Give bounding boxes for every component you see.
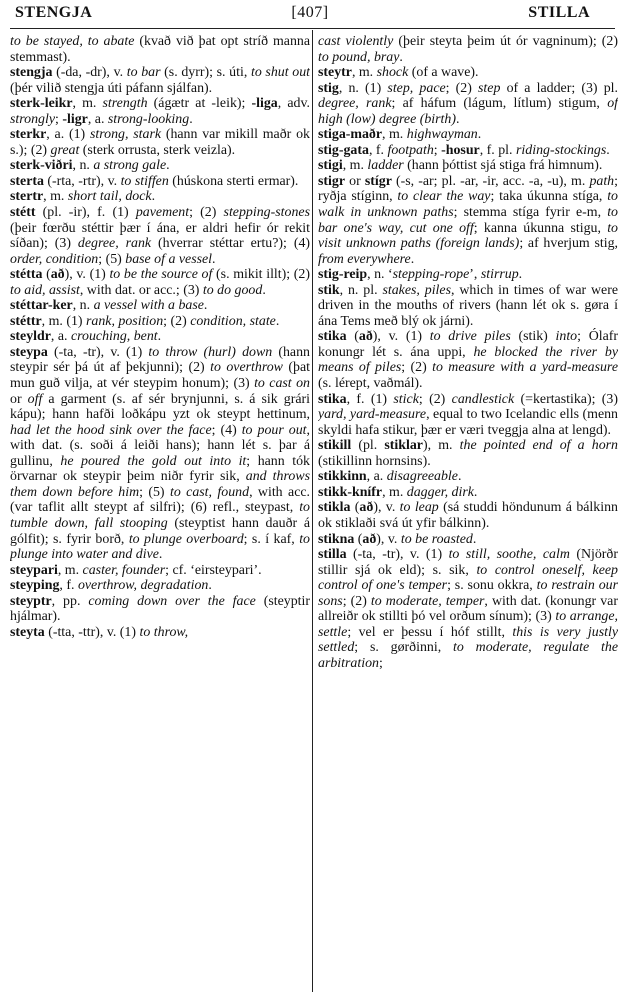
dictionary-entry: stétt (pl. -ir), f. (1) pavement; (2) stepping-stones (þeir fœrðu stéttir þær í ána, er aldri hefir ór rekit síðan); (3) degree, rank (hverrar stéttar ertu?); (4) order, condition; (5) base of a vessel. (10, 205, 310, 267)
dictionary-entry: stika, f. (1) stick; (2) candlestick (=kertastika); (3) yard, yard-measure, equal to two Icelandic ells (menn skyldi hafa stikur, þær er væri tveggja alna at lengd). (318, 391, 618, 438)
dictionary-entry: stig-gata, f. footpath; -hosur, f. pl. riding-stockings. (318, 142, 610, 158)
dictionary-entry: stertr, m. short tail, dock. (10, 189, 156, 205)
dictionary-entry: steyta (-tta, -ttr), v. (1) to throw, (10, 624, 189, 640)
dictionary-entry: stikill (pl. stiklar), m. the pointed end of a horn (stikillinn hornsins). (318, 438, 618, 469)
running-head-right: STILLA (528, 4, 590, 21)
dictionary-entry: stilla (-ta, -tr), v. (1) to still, soothe, calm (Njörðr stillir sjá ok eld); s. sik, to control oneself, keep control of one's temper; s. sonu okkra, to restrain our sons; (2) to moderate, temper, with dat. (konungr var allreiðr ok stillti þó vel orðum sínum); (3) to arrange, settle; vel er þessu í hóf stillt, this is very justly settled; s. gørðinni, to moderate, regulate the arbitration; (318, 547, 618, 671)
header-rule (10, 28, 615, 29)
dictionary-entry: stiga-maðr, m. highwayman. (318, 127, 482, 143)
dictionary-entry: steyptr, pp. coming down over the face (steyptir hjálmar). (10, 593, 310, 625)
page-number: [407] (291, 4, 329, 21)
running-head-left: STENGJA (15, 4, 93, 21)
dictionary-entry: cast violently (þeir steyta þeim út ór vagninum); (2) to pound, bray. (318, 34, 618, 65)
dictionary-entry: stétta (að), v. (1) to be the source of (s. mikit illt); (2) to aid, assist, with dat. or acc.; (3) to do good. (10, 267, 310, 298)
dictionary-entry: steypari, m. caster, founder; cf. ‘eirsteypari’. (10, 562, 262, 578)
dictionary-entry: stengja (-da, -dr), v. to bar (s. dyrr); s. úti, to shut out (þér vilið stengja úti páfann sjálfan). (10, 65, 310, 96)
dictionary-entry: sterkr, a. (1) strong, stark (hann var mikill maðr ok s.); (2) great (sterk orrusta, sterk veizla). (10, 127, 310, 158)
dictionary-entry: steytr, m. shock (of a wave). (318, 65, 479, 81)
dictionary-entry: stéttar-ker, n. a vessel with a base. (10, 298, 208, 314)
dictionary-entry: steyldr, a. crouching, bent. (10, 329, 162, 345)
dictionary-entry: stéttr, m. (1) rank, position; (2) condition, state. (10, 313, 280, 329)
left-column (10, 34, 310, 992)
dictionary-entry: to be stayed, to abate (kvað við þat opt stríð manna stemmast). (10, 34, 310, 65)
dictionary-entry: stikk-knífr, m. dagger, dirk. (318, 484, 478, 500)
right-column (318, 34, 618, 992)
dictionary-entry: stikla (að), v. to leap (sá studdi höndunum á bálkinn ok stiklaði svá út yfir bálkinn). (318, 500, 618, 531)
dictionary-entry: sterta (-rta, -rtr), v. to stiffen (húskona sterti ermar). (10, 173, 299, 189)
dictionary-entry: stig-reip, n. ‘stepping-rope’, stirrup. (318, 267, 523, 283)
dictionary-entry: stig, n. (1) step, pace; (2) step of a ladder; (3) pl. degree, rank; af háfum (lágum, lítlum) stigum, of high (low) degree (birth). (318, 80, 618, 127)
dictionary-entry: stigi, m. ladder (hann þóttist sjá stiga frá himnum). (318, 158, 603, 174)
dictionary-entry: steyping, f. overthrow, degradation. (10, 578, 212, 594)
dictionary-entry: stikna (að), v. to be roasted. (318, 531, 477, 547)
dictionary-entry: sterk-leikr, m. strength (ágætr at -leik); -liga, adv. strongly; -ligr, a. strong-looking. (10, 96, 310, 127)
dictionary-entry: steypa (-ta, -tr), v. (1) to throw (hurl) down (hann steypir sér þá út af þekjunni); (2) to overthrow (þat mun guð vilja, at vér steypim honum); (3) to cast on or off a garment (s. af sér brynjunni, s. á sik grári kápu); hann hafði loðkápu yzt ok steypt hettinum, had let the hood sink over the face; (4) to pour out, with dat. (s. soði á leiði hans); hann lét s. þar á gullinu, he poured the gold out into it; hann tók örvarnar ok steypir þeim niðr fyrir sik, and throws them down before him; (5) to cast, found, with acc. (var taflit allt steypt af silfri); (6) refl., steypast, to tumble down, fall stooping (steyptist hann dauðr á gólfit); s. fyrir borð, to plunge overboard; s. í kaf, to plunge into water and dive. (10, 344, 310, 563)
dictionary-entry: sterk-viðri, n. a strong gale. (10, 158, 170, 174)
dictionary-entry: stik, n. pl. stakes, piles, which in times of war were driven in the mouths of rivers (hann lét ok s. gøra í ána Tems með blý ok járni). (318, 282, 618, 329)
column-divider (312, 30, 313, 992)
dictionary-entry: stigr or stígr (-s, -ar; pl. -ar, -ir, acc. -a, -u), m. path; ryðja stíginn, to clear the way; taka úkunna stíga, to walk in unknown paths; stemma stíga fyrir e-m, to bar one's way, cut one off; kanna úkunna stigu, to visit unknown paths (foreign lands); af hverjum stig, from everywhere. (318, 173, 618, 267)
page-header (10, 2, 615, 26)
dictionary-entry: stikkinn, a. disagreeable. (318, 469, 462, 485)
dictionary-entry: stika (að), v. (1) to drive piles (stik) into; Ólafr konungr lét s. ána uppi, he blocked the river by means of piles; (2) to measure with a yard-measure (s. lérept, vaðmál). (318, 329, 618, 392)
